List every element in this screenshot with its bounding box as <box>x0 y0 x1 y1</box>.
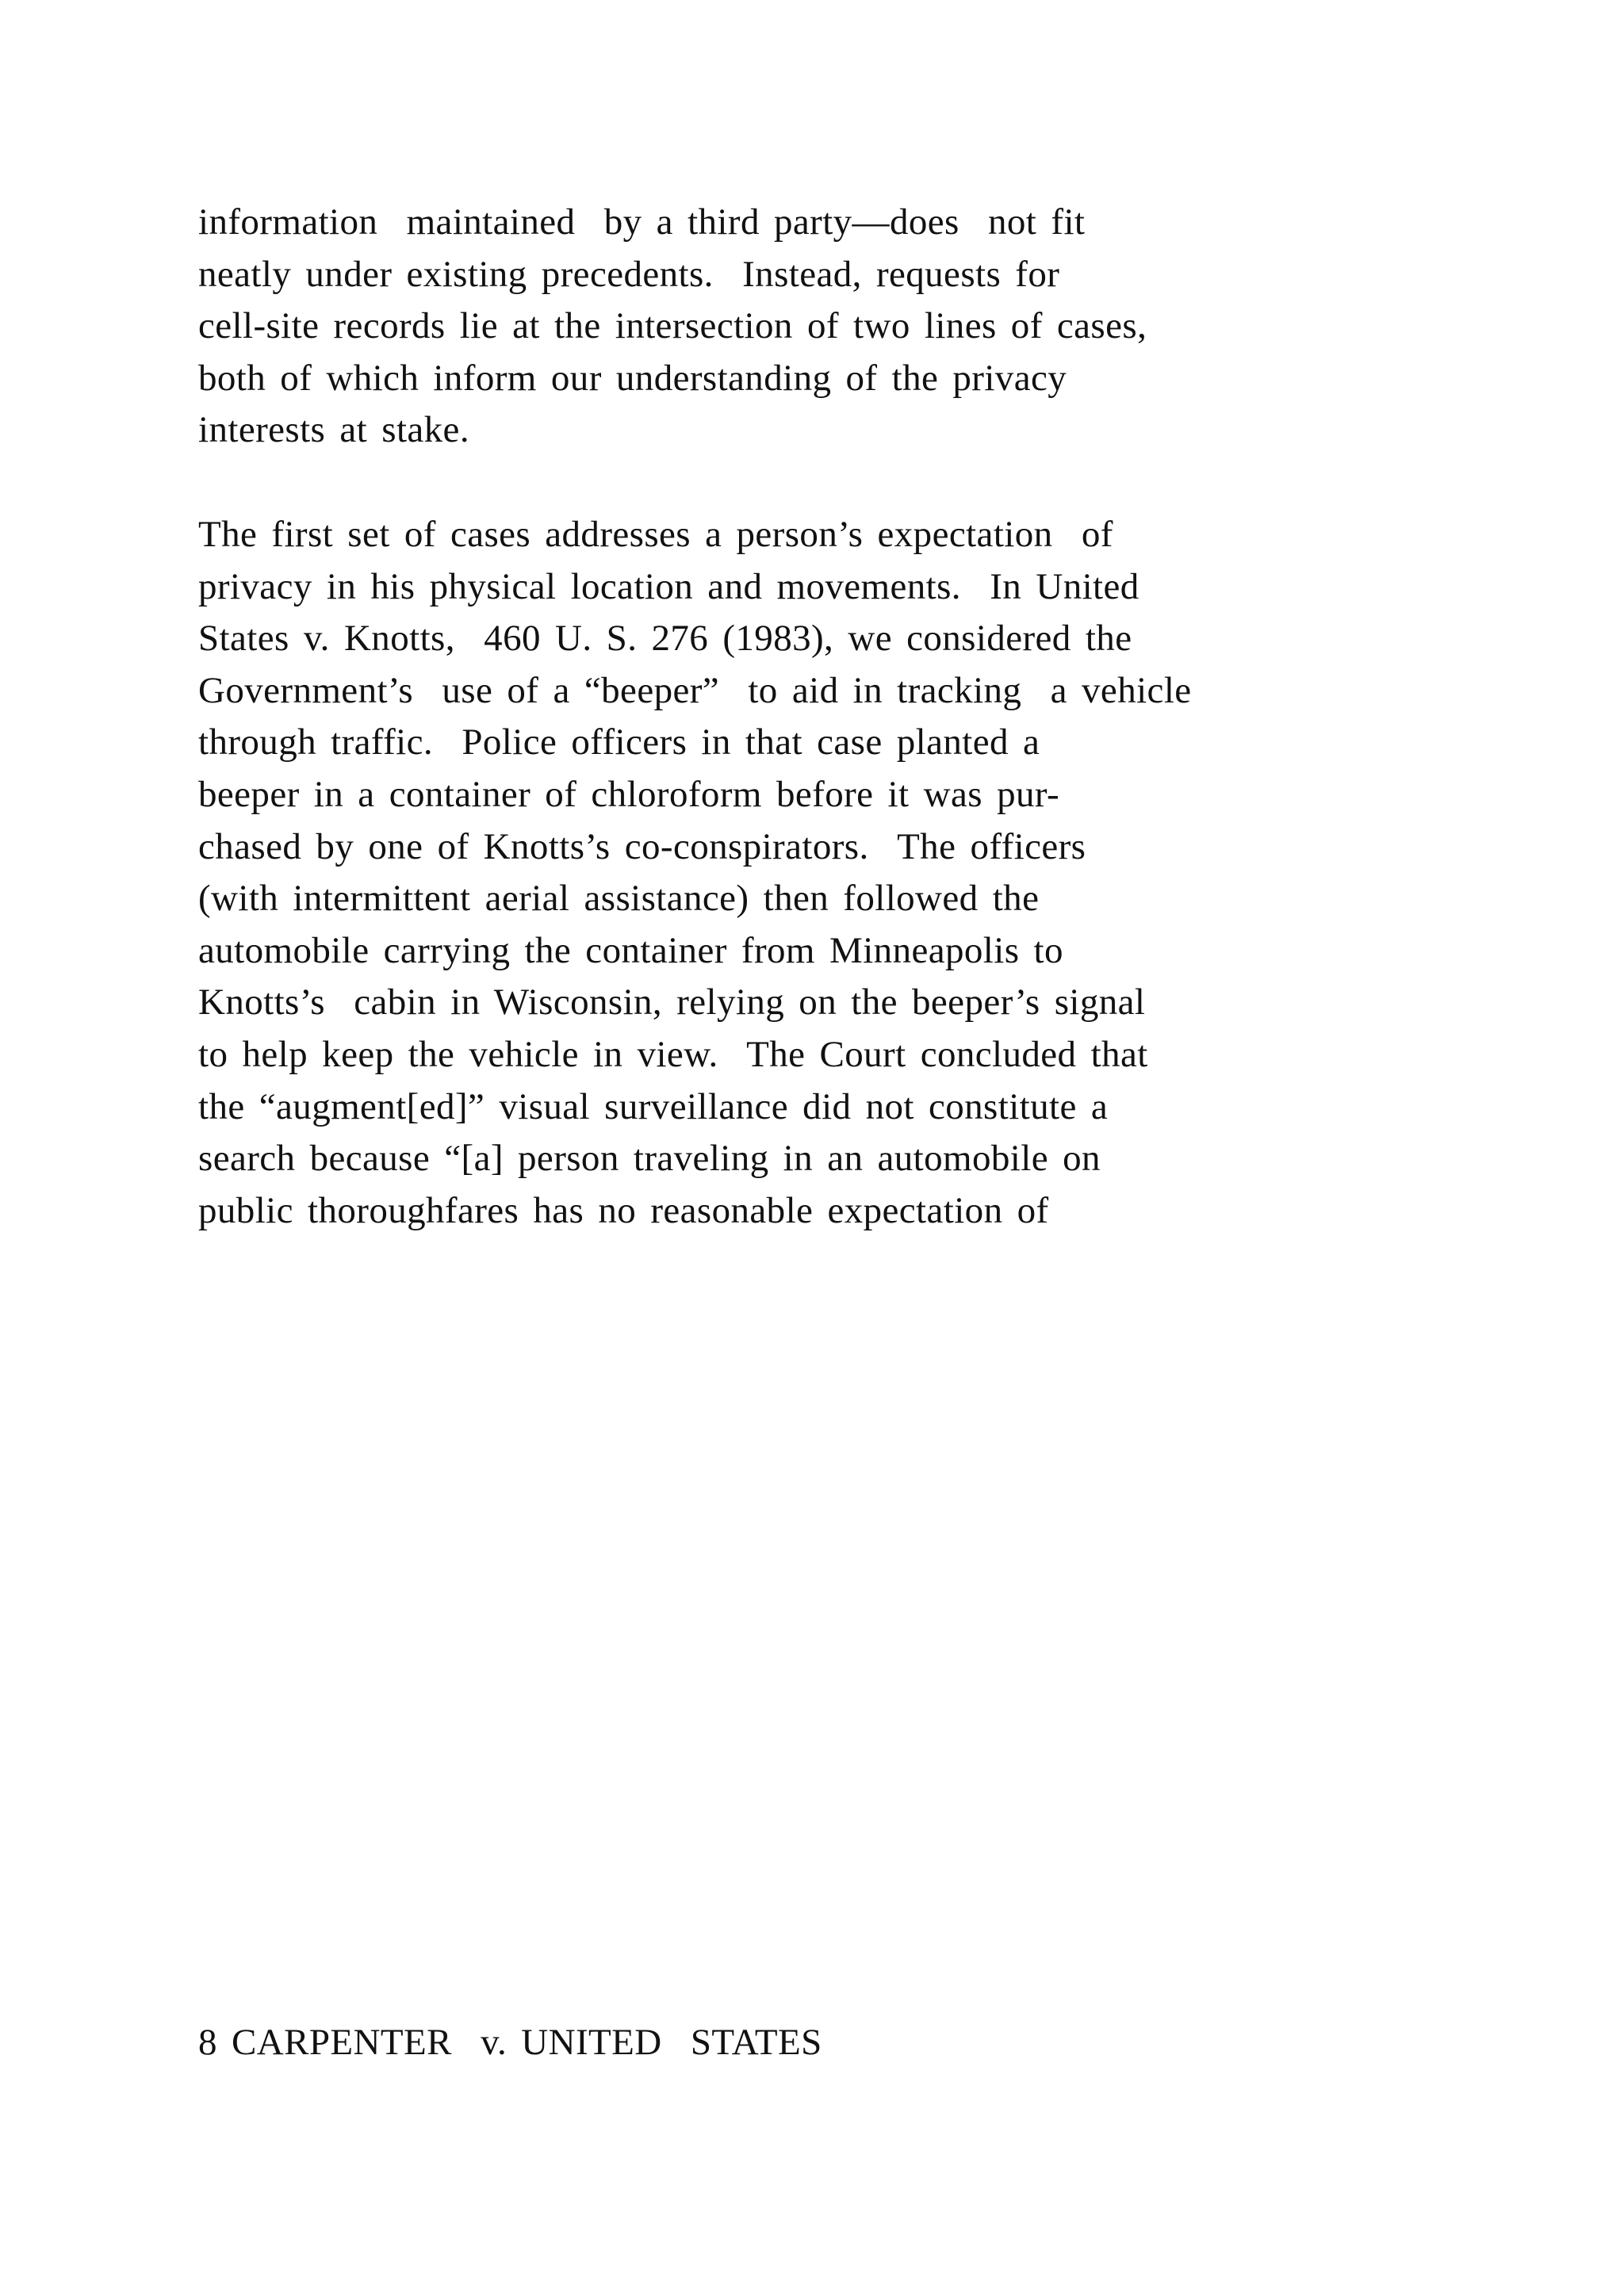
page-footer: 8 CARPENTER v. UNITED STATES <box>198 2022 822 2063</box>
text-line: chased by one of Knotts’s co-conspirators. The officers <box>198 825 1086 867</box>
text-line: Government’s use of a “beeper” to aid in tracking a vehicle <box>198 669 1192 711</box>
text-line: (with intermittent aerial assistance) then followed the <box>198 878 1040 920</box>
text-line: cell-site records lie at the intersection of two lines of cases, <box>198 305 1147 347</box>
text-line: automobile carrying the container from Minneapolis to <box>198 929 1063 971</box>
text-line: interests at stake. <box>198 409 469 451</box>
text-line: neatly under existing precedents. Instead, requests for <box>198 253 1060 295</box>
text-line: privacy in his physical location and movements. In United <box>198 565 1139 607</box>
text-line: public thoroughfares has no reasonable expectation of <box>198 1189 1049 1231</box>
text-line: the “augment[ed]” visual surveillance did not constitute a <box>198 1085 1109 1127</box>
text-line: The first set of cases addresses a person’s expectation of <box>198 514 1113 555</box>
paragraph <box>198 509 1435 1237</box>
text-line: to help keep the vehicle in view. The Court concluded that <box>198 1033 1148 1075</box>
text-line: both of which inform our understanding of the privacy <box>198 357 1067 399</box>
paragraph <box>198 197 1435 457</box>
text-line: beeper in a container of chloroform before it was pur- <box>198 773 1060 815</box>
text-line: search because “[a] person traveling in an automobile on <box>198 1138 1101 1180</box>
text-line: through traffic. Police officers in that case planted a <box>198 721 1040 763</box>
text-line: States v. Knotts, 460 U. S. 276 (1983), we considered the <box>198 618 1132 660</box>
text-line: Knotts’s cabin in Wisconsin, relying on the beeper’s signal <box>198 982 1146 1024</box>
text-line: information maintained by a third party—does not fit <box>198 201 1086 243</box>
